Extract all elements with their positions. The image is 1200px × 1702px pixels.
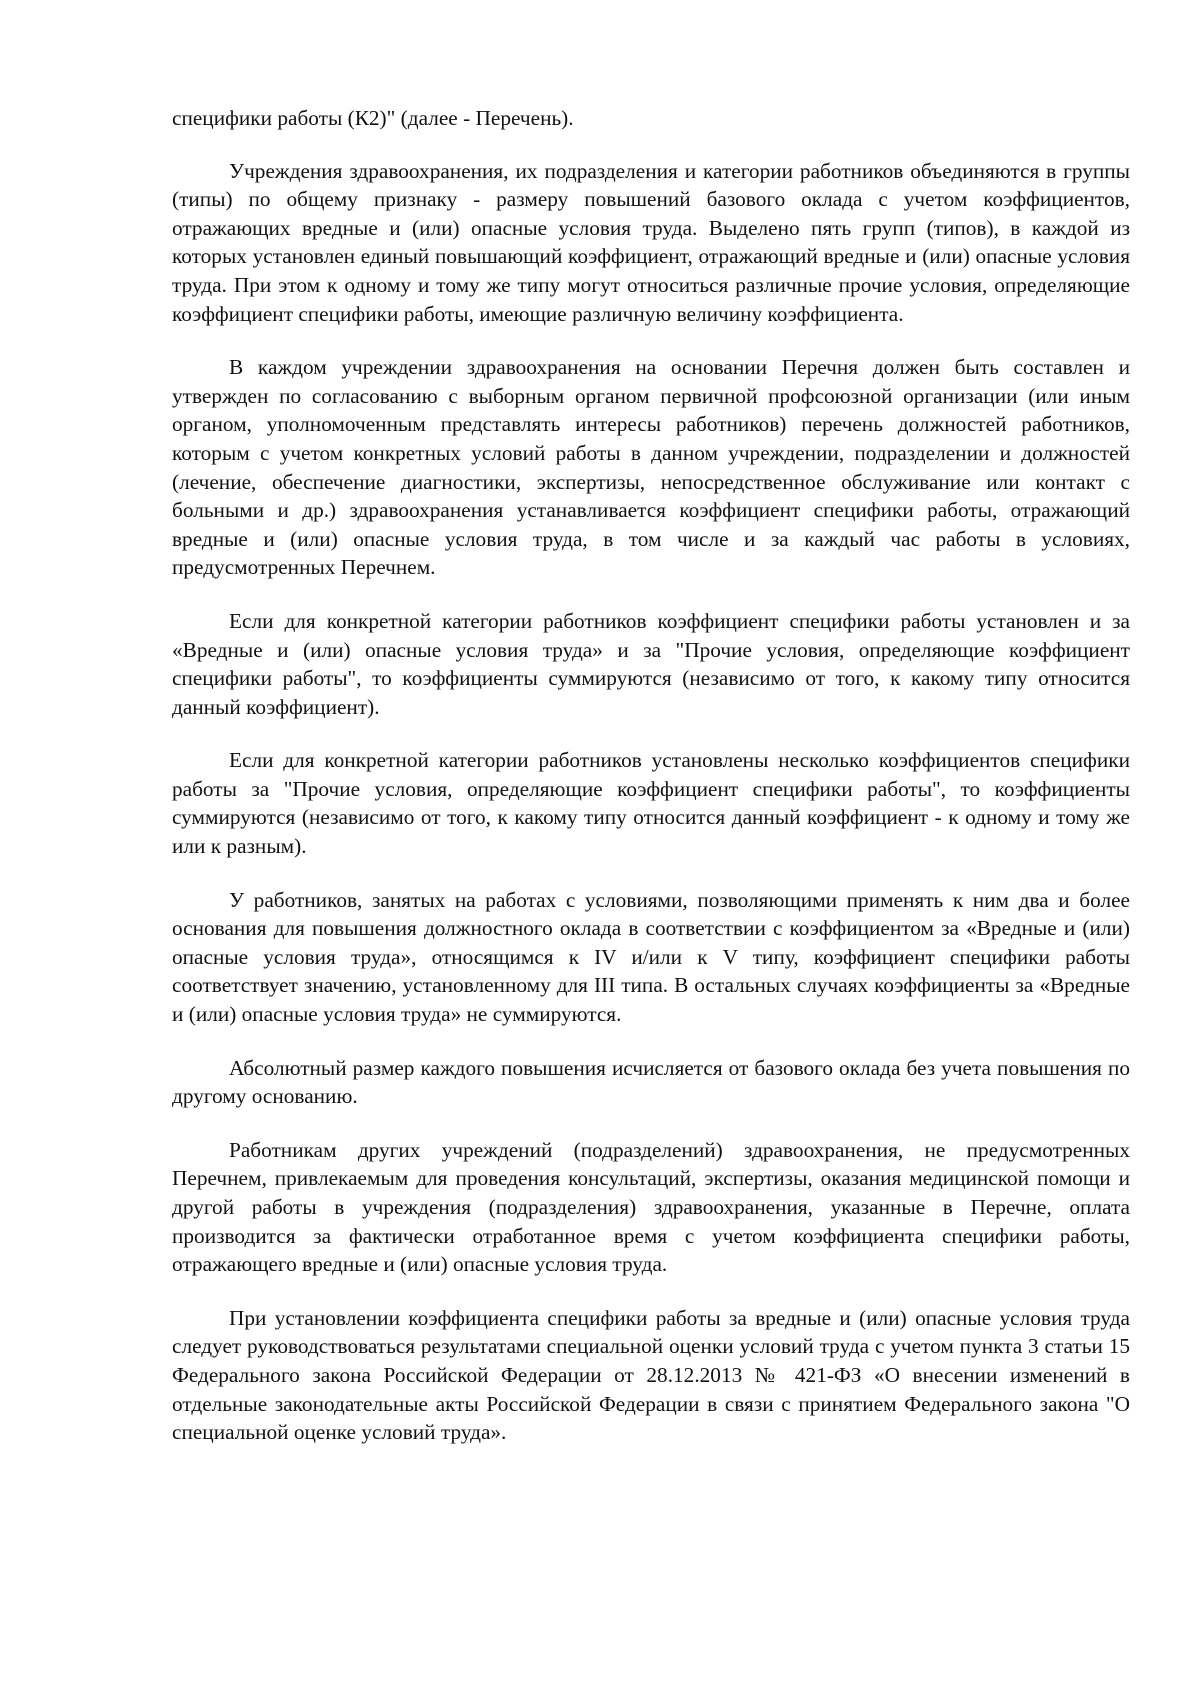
paragraph-continuation: специфики работы (К2)" (далее - Перечень). [172, 106, 574, 130]
paragraph-other-institutions: Работникам других учреждений (подразделений) здравоохранения, не предусмотренных Перечнем, привлекаемым для проведения консультаций, экспертизы, оказания медицинской помощи и другой работы в учреждения (подразделения) здравоохранения, указанные в Перечне, оплата производится за фактически отработанное время с учетом коэффициента специфики работы, отражающего вредные и (или) опасные условия труда. [172, 1137, 1130, 1277]
paragraph-positions-list: В каждом учреждении здравоохранения на основании Перечня должен быть составлен и утвержден по согласованию с выборным органом первичной профсоюзной организации (или иным органом, уполномоченным представлять интересы работников) перечень должностей работников, которым с учетом конкретных условий работы в данном учреждении, подразделении и должностей (лечение, обеспечение диагностики, экспертизы, непосредственное обслуживание или контакт с больными и др.) здравоохранения устанавливается коэффициент специфики работы, отражающий вредные и (или) опасные условия труда, в том числе и за каждый час работы в условиях, предусмотренных Перечнем. [172, 355, 1130, 580]
paragraph-special-assessment: При установлении коэффициента специфики работы за вредные и (или) опасные условия труда следует руководствоваться результатами специальной оценки условий труда с учетом пункта 3 статьи 15 Федерального закона Российской Федерации от 28.12.2013 № 421-ФЗ «О внесении изменений в отдельные законодательные акты Российской Федерации в связи с принятием Федерального закона "О специальной оценке условий труда». [172, 1305, 1130, 1445]
paragraph-coefficients-summed: Если для конкретной категории работников коэффициент специфики работы установлен и за «Вредные и (или) опасные условия труда» и за "Прочие условия, определяющие коэффициент специфики работы", то коэффициенты суммируются (независимо от того, к какому типу относится данный коэффициент). [172, 608, 1130, 719]
paragraph-absolute-size: Абсолютный размер каждого повышения исчисляется от базового оклада без учета повышения по другому основанию. [172, 1055, 1130, 1109]
document-body [172, 104, 1130, 1472]
paragraph-groups-types: Учреждения здравоохранения, их подразделения и категории работников объединяются в группы (типы) по общему признаку - размеру повышений базового оклада с учетом коэффициентов, отражающих вредные и (или) опасные условия труда. Выделено пять групп (типов), в каждой из которых установлен единый повышающий коэффициент, отражающий вредные и (или) опасные условия труда. При этом к одному и тому же типу могут относиться различные прочие условия, определяющие коэффициент специфики работы, имеющие различную величину коэффициента. [172, 158, 1130, 326]
paragraph-multiple-other-conditions: Если для конкретной категории работников установлены несколько коэффициентов специфики работы за "Прочие условия, определяющие коэффициент специфики работы", то коэффициенты суммируются (независимо от того, к какому типу относится данный коэффициент - к одному и тому же или к разным). [172, 748, 1130, 859]
paragraph-two-or-more-grounds: У работников, занятых на работах с условиями, позволяющими применять к ним два и более основания для повышения должностного оклада в соответствии с коэффициентом за «Вредные и (или) опасные условия труда», относящимся к IV и/или к V типу, коэффициент специфики работы соответствует значению, установленному для III типа. В остальных случаях коэффициенты за «Вредные и (или) опасные условия труда» не суммируются. [172, 887, 1130, 1027]
